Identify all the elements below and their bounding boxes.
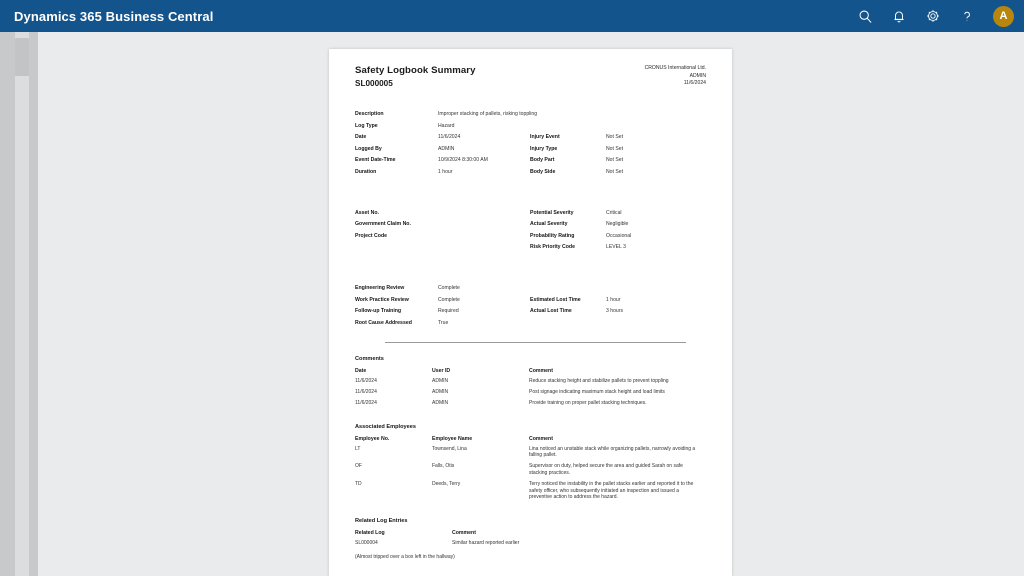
table-row xyxy=(355,389,706,400)
cell-date: 11/6/2024 xyxy=(355,400,377,406)
comments-table xyxy=(355,368,706,411)
table-row xyxy=(355,481,706,505)
topbar-action-group xyxy=(855,6,1014,27)
table-header-row xyxy=(355,436,706,446)
field-label: Work Practice Review xyxy=(355,296,409,303)
column-header: Comment xyxy=(529,435,553,442)
associated-employees-section xyxy=(355,424,706,505)
report-header xyxy=(355,65,706,89)
report-user: ADMIN xyxy=(689,72,706,79)
column-header: User ID xyxy=(432,367,451,374)
cell-comment: Lina noticed an unstable stack while organizing pallets, narrowly avoiding a falling pallet. xyxy=(529,445,696,459)
app-title: Dynamics 365 Business Central xyxy=(14,8,214,24)
related-log-note: (Almost tripped over a box left in the hallway) xyxy=(355,553,455,560)
left-gutter xyxy=(0,32,38,576)
field-value: 3 hours xyxy=(606,308,623,315)
report-meta-block xyxy=(645,65,706,88)
field-label: Potential Severity xyxy=(530,209,574,216)
field-value: 1 hour xyxy=(606,296,621,303)
search-icon[interactable] xyxy=(855,6,875,26)
cell-comment: Similar hazard reported earlier xyxy=(452,539,520,546)
cell-comment: Supervisor on duty, helped secure the area and guided Sarah on safe stacking practices. xyxy=(529,463,683,476)
field-label: Estimated Lost Time xyxy=(530,296,581,303)
field-value: LEVEL 3 xyxy=(606,244,626,251)
related-log-table xyxy=(355,530,706,551)
field-row xyxy=(355,121,706,133)
field-label: Logged By xyxy=(355,145,382,152)
employees-table xyxy=(355,436,706,506)
field-label: Root Cause Addressed xyxy=(355,319,412,326)
field-value: 11/6/2024 xyxy=(438,134,461,141)
table-row xyxy=(355,378,706,389)
cell-employee-no: LT xyxy=(355,445,361,452)
field-row xyxy=(355,208,706,220)
field-label: Event Date-Time xyxy=(355,157,396,164)
field-label: Actual Lost Time xyxy=(530,308,572,315)
section-divider xyxy=(385,342,686,343)
field-value: True xyxy=(438,319,449,326)
field-value: Occasional xyxy=(606,232,632,239)
field-value: Improper stacking of pallets, risking toppling xyxy=(438,111,538,117)
cell-employee-no: TD xyxy=(355,480,362,487)
field-label: Log Type xyxy=(355,122,378,129)
notification-bell-icon[interactable] xyxy=(889,6,909,26)
field-label: Risk Priority Code xyxy=(530,244,575,251)
field-row xyxy=(355,155,706,167)
company-name: CRONUS International Ltd. xyxy=(644,65,706,71)
field-row xyxy=(355,242,706,254)
cell-date: 11/6/2024 xyxy=(355,377,377,384)
field-row xyxy=(355,306,706,318)
cell-comment: Post signage indicating maximum stack height and load limits xyxy=(529,388,665,395)
column-header: Date xyxy=(355,367,367,374)
field-row xyxy=(355,144,706,156)
field-value: 10/9/2024 8:30:00 AM xyxy=(438,157,488,164)
field-label: Duration xyxy=(355,168,377,175)
gear-icon[interactable] xyxy=(923,6,943,26)
field-value: 1 hour xyxy=(438,168,453,175)
cell-comment: Terry noticed the instability in the pallet stacks earlier and reported it to the safety officer, who subsequently initiated an inspection and issued a preventive action to address the hazard. xyxy=(529,480,694,501)
field-label: Body Side xyxy=(530,168,556,175)
report-date: 11/6/2024 xyxy=(683,80,706,87)
top-navigation-bar xyxy=(0,0,1024,32)
page-title: Safety Logbook Summary xyxy=(355,65,476,76)
field-block-review xyxy=(355,283,706,329)
column-header: Related Log xyxy=(355,529,385,536)
cell-related-log: SL000004 xyxy=(355,539,378,546)
column-header: Comment xyxy=(529,367,553,374)
field-label: Project Code xyxy=(355,232,387,239)
related-log-entries-section xyxy=(355,518,706,560)
cell-employee-no: OF xyxy=(355,463,362,470)
field-label: Body Part xyxy=(530,157,555,164)
scrollbar-thumb[interactable] xyxy=(15,38,29,76)
cell-user: ADMIN xyxy=(432,377,449,384)
field-row xyxy=(355,231,706,243)
field-row xyxy=(355,109,706,121)
cell-employee-name: Townsend, Lina xyxy=(432,445,467,452)
field-label: Injury Type xyxy=(530,145,558,152)
field-value: Required xyxy=(438,308,459,315)
field-value: Hazard xyxy=(438,122,455,129)
field-label: Follow-up Training xyxy=(355,308,402,315)
field-label: Engineering Review xyxy=(355,284,405,291)
field-label: Description xyxy=(355,111,384,117)
user-avatar[interactable]: A xyxy=(993,6,1014,27)
table-row xyxy=(355,540,706,551)
cell-user: ADMIN xyxy=(432,400,449,406)
field-value: Not Set xyxy=(606,157,623,164)
field-label: Asset No. xyxy=(355,209,379,216)
report-preview-page xyxy=(329,49,732,576)
table-row xyxy=(355,446,706,464)
table-row xyxy=(355,463,706,481)
field-value: Negligible xyxy=(606,221,629,228)
field-label: Injury Event xyxy=(530,134,560,141)
field-value: Complete xyxy=(438,284,460,291)
cell-employee-name: Falls, Otis xyxy=(432,463,455,470)
column-header: Comment xyxy=(452,529,476,536)
field-value: Not Set xyxy=(606,145,623,152)
report-title-block xyxy=(355,65,476,89)
field-value: Critical xyxy=(606,209,622,216)
section-title: Related Log Entries xyxy=(355,518,408,525)
cell-comment: Reduce stacking height and stabilize pallets to prevent toppling xyxy=(529,377,669,384)
column-header: Employee Name xyxy=(432,435,473,442)
field-row xyxy=(355,219,706,231)
table-header-row xyxy=(355,368,706,378)
cell-comment: Provide training on proper pallet stacking techniques. xyxy=(529,400,647,406)
comments-section xyxy=(355,356,706,411)
field-row xyxy=(355,318,706,330)
field-value: Not Set xyxy=(606,134,623,141)
field-row xyxy=(355,295,706,307)
vertical-scrollbar[interactable] xyxy=(15,32,29,576)
field-label: Date xyxy=(355,134,367,141)
field-value: Complete xyxy=(438,296,460,303)
field-row xyxy=(355,132,706,144)
field-label: Government Claim No. xyxy=(355,221,411,228)
field-row xyxy=(355,283,706,295)
help-question-icon[interactable] xyxy=(957,6,977,26)
table-header-row xyxy=(355,530,706,540)
document-number: SL000005 xyxy=(355,79,393,88)
cell-date: 11/6/2024 xyxy=(355,388,377,395)
column-header: Employee No. xyxy=(355,435,390,442)
field-value: Not Set xyxy=(606,168,623,175)
workspace-area xyxy=(0,32,1024,576)
table-row xyxy=(355,400,706,411)
cell-employee-name: Deeds, Terry xyxy=(432,480,461,487)
field-block-risk xyxy=(355,208,706,254)
section-title: Associated Employees xyxy=(355,424,416,431)
field-row xyxy=(355,167,706,179)
field-block-general xyxy=(355,109,706,179)
field-value: ADMIN xyxy=(438,145,455,152)
field-label: Probability Rating xyxy=(530,232,575,239)
section-title: Comments xyxy=(355,356,384,363)
field-label: Actual Severity xyxy=(530,221,568,228)
cell-user: ADMIN xyxy=(432,388,449,395)
